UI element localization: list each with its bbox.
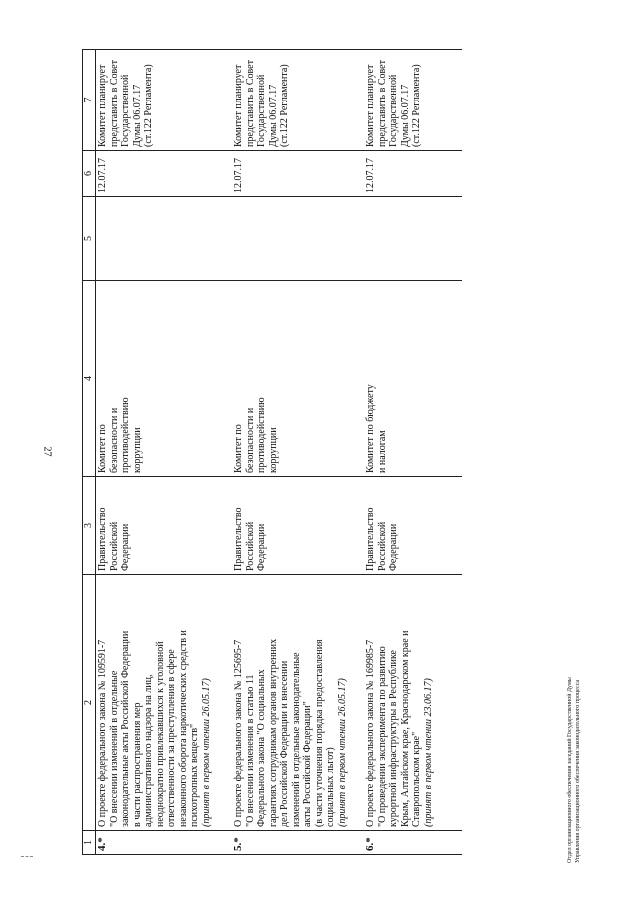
page-number: 27 (41, 446, 53, 457)
committee-line: противодействию (256, 397, 267, 473)
committee-cell (96, 281, 233, 477)
header-cell-6: 6 (83, 151, 96, 197)
project-line: неоднократно привлекавшихся к уголовной (154, 641, 166, 827)
header-cell-7: 7 (83, 50, 96, 151)
header-cell-3: 3 (83, 477, 96, 575)
initiator-line: Российской (244, 521, 256, 571)
note-line: Государственной (256, 74, 267, 147)
initiator-line: Федерации (388, 523, 399, 571)
committee-cell (232, 281, 364, 477)
row-number: 4.* (96, 837, 108, 851)
footer-line-1: Отдел организационного обеспечения заседаний Государственной Думы (567, 677, 573, 863)
column-5-cell (232, 197, 364, 281)
date-cell: 12.07.17 (232, 151, 364, 197)
column-5-cell (364, 197, 462, 281)
initiator-line: Федерации (120, 523, 131, 571)
header-cell-4: 4 (83, 281, 96, 477)
note-line: Комитет планирует (365, 64, 376, 147)
project-line: "О проведении эксперимента по развитию (376, 646, 388, 827)
project-cell (232, 575, 364, 831)
committee-line: коррупции (267, 427, 279, 473)
adopted-note: (принят в первом чтении 26.05.17) (336, 678, 348, 827)
note-line: Комитет планирует (233, 64, 244, 147)
committee-cell (364, 281, 462, 477)
note-line: Комитет планирует (97, 64, 108, 147)
note-cell (364, 50, 462, 151)
project-line: Крым, Алтайском крае, Краснодарском крае и (399, 630, 411, 827)
table-body (96, 50, 463, 855)
note-line: (ст.122 Регламента) (143, 64, 154, 147)
project-line: ответственности за преступления в сфере (166, 649, 177, 827)
row-number-cell (364, 831, 462, 855)
table-row (364, 50, 462, 855)
committee-line: Комитет по бюджету (365, 384, 376, 473)
initiator-line: Правительство (97, 507, 108, 571)
project-line: в части распространения мер (131, 702, 143, 827)
committee-line: Комитет по (233, 424, 244, 473)
initiator-cell (364, 477, 462, 575)
header-cell-1: 1 (83, 831, 96, 855)
header-row (83, 50, 96, 855)
project-line: административного надзора на лиц, (143, 674, 154, 827)
project-line: О проекте федерального закона № 125695-7 (233, 639, 244, 827)
note-line: (ст.122 Регламента) (279, 64, 290, 147)
project-line: изменений в отдельные законодательные (290, 652, 302, 827)
header-cell-5: 5 (83, 197, 96, 281)
project-line: "О внесении изменений в отдельные (108, 670, 120, 827)
rotated-table-wrapper (82, 50, 458, 855)
project-line: (в части уточнения порядка предоставления (313, 639, 325, 827)
note-line: представить в Совет (244, 60, 256, 147)
committee-line: безопасности и (108, 407, 120, 473)
project-line: гарантиях сотрудникам органов внутренних (267, 638, 279, 827)
project-line: дел Российской Федерации и внесении (279, 660, 290, 827)
project-line: законодательные акты Российской Федерации (120, 630, 131, 827)
row-number-cell (96, 831, 233, 855)
initiator-cell (96, 477, 233, 575)
initiator-line: Российской (108, 521, 120, 571)
project-line: "О внесении изменения в статью 11 (244, 674, 256, 827)
project-line: социальных льгот) (325, 747, 336, 827)
project-line: курортной инфраструктуры в Республике (388, 650, 399, 827)
row-number: 6.* (364, 837, 376, 851)
initiator-cell (232, 477, 364, 575)
note-cell (96, 50, 233, 151)
agenda-table (82, 49, 462, 855)
note-line: Государственной (120, 74, 131, 147)
note-line: представить в Совет (108, 60, 120, 147)
project-line: акты Российской Федерации" (302, 701, 313, 827)
initiator-line: Правительство (365, 507, 376, 571)
footer-line-2: Управления организационного обеспечения законодательного процесса (575, 679, 581, 863)
note-line: представить в Совет (376, 60, 388, 147)
project-line: незаконного оборота наркотических средств и (177, 630, 189, 827)
initiator-line: Федерации (256, 523, 267, 571)
project-cell (364, 575, 462, 831)
project-line: психотропных веществ" (189, 723, 200, 827)
note-line: (ст.122 Регламента) (411, 64, 422, 147)
note-line: Государственной (388, 74, 399, 147)
date-cell: 12.07.17 (364, 151, 462, 197)
date-cell: 12.07.17 (96, 151, 233, 197)
initiator-line: Правительство (233, 507, 244, 571)
row-number: 5.* (232, 837, 244, 851)
project-line: Федерального закона "О социальных (256, 669, 267, 827)
column-5-cell (96, 197, 233, 281)
table-row (232, 50, 364, 855)
footer (566, 677, 582, 863)
adopted-note: (принят в первом чтении 23.06.17) (422, 678, 434, 827)
note-line: Думы 06.07.17 (399, 84, 411, 147)
project-line: О проекте федерального закона № 109591-7 (97, 639, 108, 827)
scan-mark (21, 856, 33, 857)
committee-line: и налогам (376, 430, 388, 473)
header-cell-2: 2 (83, 575, 96, 831)
initiator-line: Российской (376, 521, 388, 571)
project-cell (96, 575, 233, 831)
adopted-note: (принят в первом чтении 26.05.17) (200, 678, 212, 827)
note-cell (232, 50, 364, 151)
note-line: Думы 06.07.17 (267, 84, 279, 147)
project-line: Ставропольском крае" (411, 731, 422, 827)
committee-line: Комитет по (97, 424, 108, 473)
committee-line: противодействию (120, 397, 131, 473)
committee-line: коррупции (131, 427, 143, 473)
table-row (96, 50, 233, 855)
row-number-cell (232, 831, 364, 855)
project-line: О проекте федерального закона № 169985-7 (365, 639, 376, 827)
committee-line: безопасности и (244, 407, 256, 473)
note-line: Думы 06.07.17 (131, 84, 143, 147)
